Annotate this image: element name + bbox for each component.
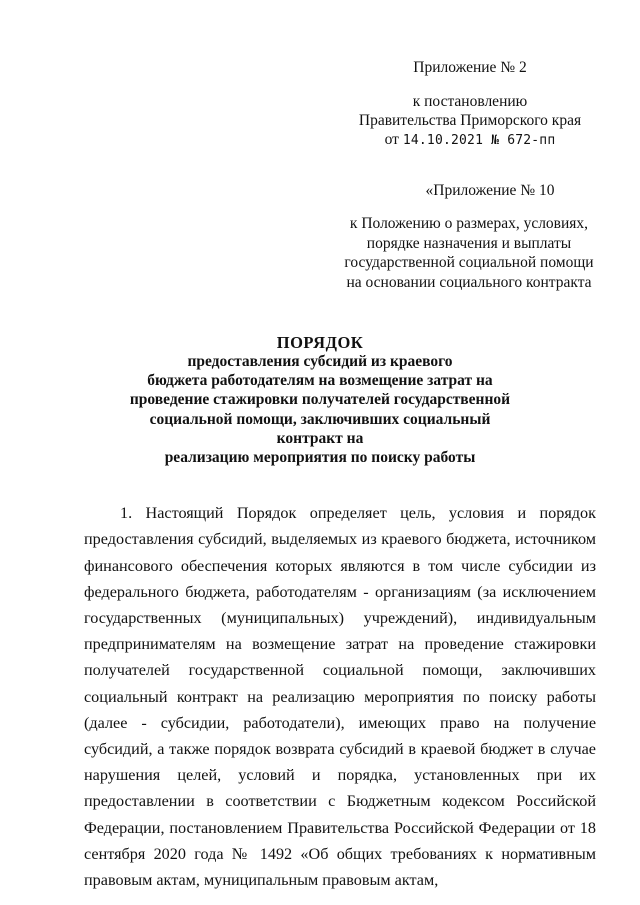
appendix-2-label: Приложение № 2 bbox=[413, 59, 527, 76]
regulation-line: к Положению о размерах, условиях, bbox=[349, 215, 589, 232]
regulation-line: на основании социального контракта bbox=[346, 273, 592, 291]
subtitle-line: предоставления субсидий из краевого bbox=[187, 353, 453, 370]
date-prefix: от bbox=[384, 131, 399, 148]
document-subtitle bbox=[118, 352, 522, 467]
subtitle-line: проведение стажировки получателей государственной bbox=[129, 391, 511, 409]
paragraph-1: 1. Настоящий Порядок определяет цель, условия и порядок предоставления субсидий, выделяемых из краевого бюджета, источником финансового обеспечения которых являются в том числе субсидии из федерального бюджета, работодателям - организациям (за исключением государственных (муниципальных) учреждений), индивидуальным предпринимателям на возмещение затрат на проведение стажировки получателей государственной социальной помощи, заключивших социальный контракт на реализацию мероприятия по поиску работы (далее - субсидии, работодатели), имеющих право на получение субсидий, а также порядок возврата субсидий в краевой бюджет в случае нарушения целей, условий и порядка, установленных при их предоставлении в соответствии с Бюджетным кодексом Российской Федерации, постановлением Правительства Российской Федерации от 18 сентября 2020 года № 1492 «Об общих требованиях к нормативным правовым актам, муниципальным правовым актам, bbox=[84, 504, 596, 890]
subtitle-line: реализацию мероприятия по поиску работы bbox=[164, 449, 476, 467]
to-resolution-line: к постановлению bbox=[412, 93, 528, 110]
appendix-10-label: «Приложение № 10 bbox=[425, 182, 555, 199]
regulation-reference bbox=[328, 214, 610, 292]
subtitle-line: бюджета работодателям на возмещение затрат на bbox=[147, 372, 493, 390]
document-title: ПОРЯДОК bbox=[276, 333, 364, 352]
date-stamp: 14.10.2021 № 672-пп bbox=[402, 133, 556, 148]
subtitle-line: социальной помощи, заключивших социальный контракт на bbox=[149, 410, 491, 447]
government-line: Правительства Приморского края bbox=[358, 112, 582, 129]
regulation-line: государственной социальной помощи bbox=[344, 254, 594, 271]
resolution-date-line bbox=[350, 130, 590, 150]
regulation-line: порядке назначения и выплаты bbox=[366, 234, 572, 252]
